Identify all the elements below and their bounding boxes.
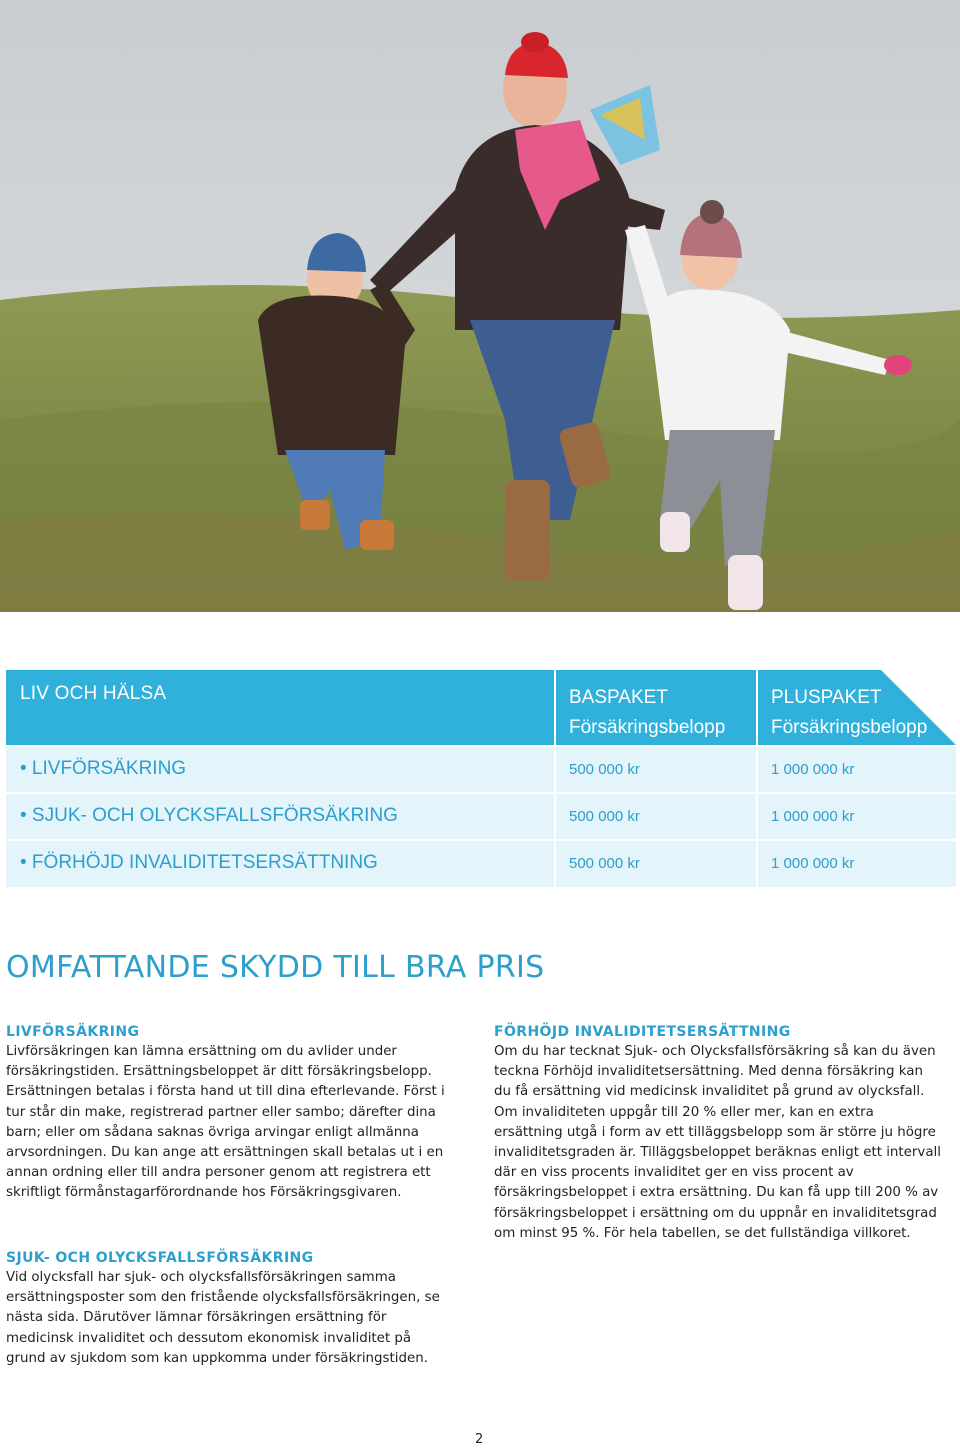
- section-heading: SJUK- OCH OLYCKSFALLSFÖRSÄKRING: [6, 1250, 314, 1266]
- row-value-plus: 1 000 000 kr: [771, 808, 855, 825]
- row-label: • FÖRHÖJD INVALIDITETSERSÄTTNING: [20, 852, 378, 873]
- section-sjuk-och-olycksfall: [6, 1250, 446, 1369]
- section-heading: FÖRHÖJD INVALIDITETSERSÄTTNING: [494, 1024, 791, 1040]
- row-label: • LIVFÖRSÄKRING: [20, 758, 187, 779]
- page-number: 2: [475, 1432, 484, 1447]
- header-corner-cut: [881, 670, 956, 745]
- section-forhojd-invaliditet: [494, 1024, 942, 1244]
- row-value-bas: 500 000 kr: [569, 855, 640, 872]
- hero-photo: [0, 0, 960, 612]
- row-value-bas: 500 000 kr: [569, 761, 640, 778]
- table-row: [6, 792, 956, 840]
- column-header-pluspaket: PLUSPAKET Försäkringsbelopp: [771, 687, 928, 738]
- section-body: Om du har tecknat Sjuk- och Olycksfallsförsäkring så kan du även teckna Förhöjd invaliditetsersättning. Med denna försäkring kan du få ersättning vid medicinsk invaliditet på grund av olycksfall. Om invaliditeten uppgår till 20 % eller mer, kan en extra ersättning utgå i form av ett tilläggsbelopp som är större ju högre invaliditetsgraden är. Tilläggsbeloppet beräknas enligt ett intervall där en viss procents invaliditet ger en viss procent av försäkringsbeloppet i extra ersättning. Du kan få upp till 200 % av försäkringsbeloppet i ersättning om du uppnår en invaliditetsgrad om minst 95 %. För hela tabellen, se det fullständiga villkoret.: [494, 1044, 941, 1241]
- coverage-table: [6, 670, 956, 890]
- column-divider: [554, 670, 556, 890]
- section-livforsakring: [6, 1024, 446, 1204]
- table-header: [6, 670, 956, 745]
- table-title: LIV OCH HÄLSA: [20, 683, 167, 704]
- row-value-plus: 1 000 000 kr: [771, 855, 855, 872]
- row-value-plus: 1 000 000 kr: [771, 761, 855, 778]
- section-heading: LIVFÖRSÄKRING: [6, 1024, 140, 1040]
- row-label: • SJUK- OCH OLYCKSFALLSFÖRSÄKRING: [20, 805, 398, 826]
- row-value-bas: 500 000 kr: [569, 808, 640, 825]
- table-row: [6, 745, 956, 793]
- section-body: Livförsäkringen kan lämna ersättning om du avlider under försäkringstiden. Ersättningsbeloppet är ditt försäkringsbelopp. Ersättningen betalas i första hand ut till dina efterlevande. Först i tur står din make, registrerad partner eller sambo; därefter dina barn; eller om sådana saknas övriga arvingar enligt allmänna arvsordningen. Du kan ange att ersättningen skall betalas ut i en annan ordning eller till andra personer genom att registrera ett skriftligt förmånstagarförordnande hos Försäkringsgivaren.: [6, 1044, 445, 1201]
- column-divider: [756, 670, 758, 890]
- page-title: OMFATTANDE SKYDD TILL BRA PRIS: [6, 950, 545, 985]
- table-row: [6, 839, 956, 887]
- column-header-baspaket: BASPAKET Försäkringsbelopp: [569, 687, 726, 738]
- section-body: Vid olycksfall har sjuk- och olycksfallsförsäkringen samma ersättningsposter som den fristående olycksfallsförsäkringen, se nästa sida. Därutöver lämnar försäkringen ersättning för medicinsk invaliditet och dessutom ekonomisk invaliditet på grund av sjukdom som kan uppkomma under försäkringstiden.: [6, 1270, 440, 1366]
